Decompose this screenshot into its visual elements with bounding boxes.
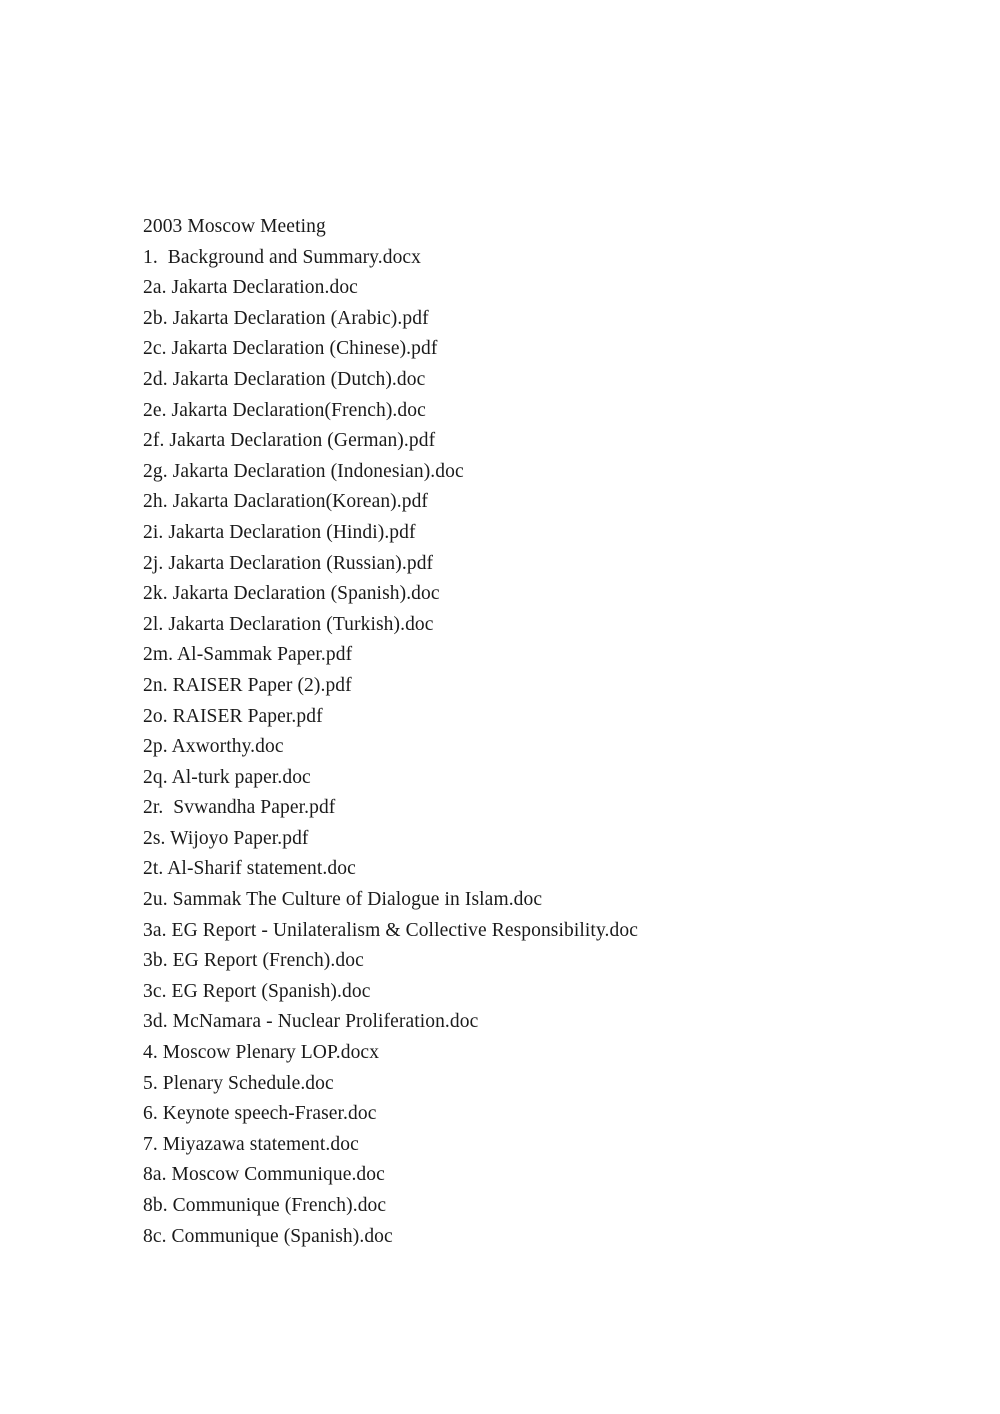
document-line: 2b. Jakarta Declaration (Arabic).pdf: [143, 307, 429, 329]
document-line: 2m. Al-Sammak Paper.pdf: [143, 644, 353, 666]
document-line: 3a. EG Report - Unilateralism & Collective Responsibility.doc: [143, 919, 638, 941]
document-line: 2d. Jakarta Declaration (Dutch).doc: [143, 368, 426, 390]
document-line: 2j. Jakarta Declaration (Russian).pdf: [143, 552, 434, 574]
document-line: 2f. Jakarta Declaration (German).pdf: [143, 430, 436, 452]
document-line: 7. Miyazawa statement.doc: [143, 1133, 359, 1155]
document-line: 2k. Jakarta Declaration (Spanish).doc: [143, 583, 440, 605]
document-line: 2p. Axworthy.doc: [143, 736, 284, 758]
document-line: 2c. Jakarta Declaration (Chinese).pdf: [143, 338, 438, 360]
document-line: 2t. Al-Sharif statement.doc: [143, 858, 356, 880]
document-line: 2a. Jakarta Declaration.doc: [143, 277, 358, 299]
document-line: 3d. McNamara - Nuclear Proliferation.doc: [143, 1011, 479, 1033]
document-line: 3b. EG Report (French).doc: [143, 950, 364, 972]
document-line: 8b. Communique (French).doc: [143, 1195, 387, 1216]
document-line: 2u. Sammak The Culture of Dialogue in Islam.doc: [143, 889, 543, 911]
document-line: 1. Background and Summary.docx: [143, 246, 422, 268]
document-line: 8c. Communique (Spanish).doc: [143, 1225, 393, 1247]
document-line: 2s. Wijoyo Paper.pdf: [143, 827, 309, 849]
document-line: 2i. Jakarta Declaration (Hindi).pdf: [143, 521, 416, 543]
document-line: 2r. Svwandha Paper.pdf: [143, 797, 336, 819]
document-line: 2o. RAISER Paper.pdf: [143, 705, 323, 727]
document-line: 2q. Al-turk paper.doc: [143, 766, 311, 788]
document-line: 2003 Moscow Meeting: [143, 216, 326, 237]
document-line: 2e. Jakarta Declaration(French).doc: [143, 399, 426, 421]
document-line: 5. Plenary Schedule.doc: [143, 1072, 334, 1094]
document-line: 3c. EG Report (Spanish).doc: [143, 980, 371, 1002]
document-line: 2g. Jakarta Declaration (Indonesian).doc: [143, 460, 464, 482]
document-line: 2l. Jakarta Declaration (Turkish).doc: [143, 613, 434, 635]
document-text-block: [143, 212, 923, 1252]
document-line: 6. Keynote speech-Fraser.doc: [143, 1103, 377, 1125]
document-line: 2n. RAISER Paper (2).pdf: [143, 674, 352, 696]
document-line: 2h. Jakarta Daclaration(Korean).pdf: [143, 491, 429, 513]
document-line: 4. Moscow Plenary LOP.docx: [143, 1042, 380, 1064]
document-line: 8a. Moscow Communique.doc: [143, 1164, 385, 1186]
